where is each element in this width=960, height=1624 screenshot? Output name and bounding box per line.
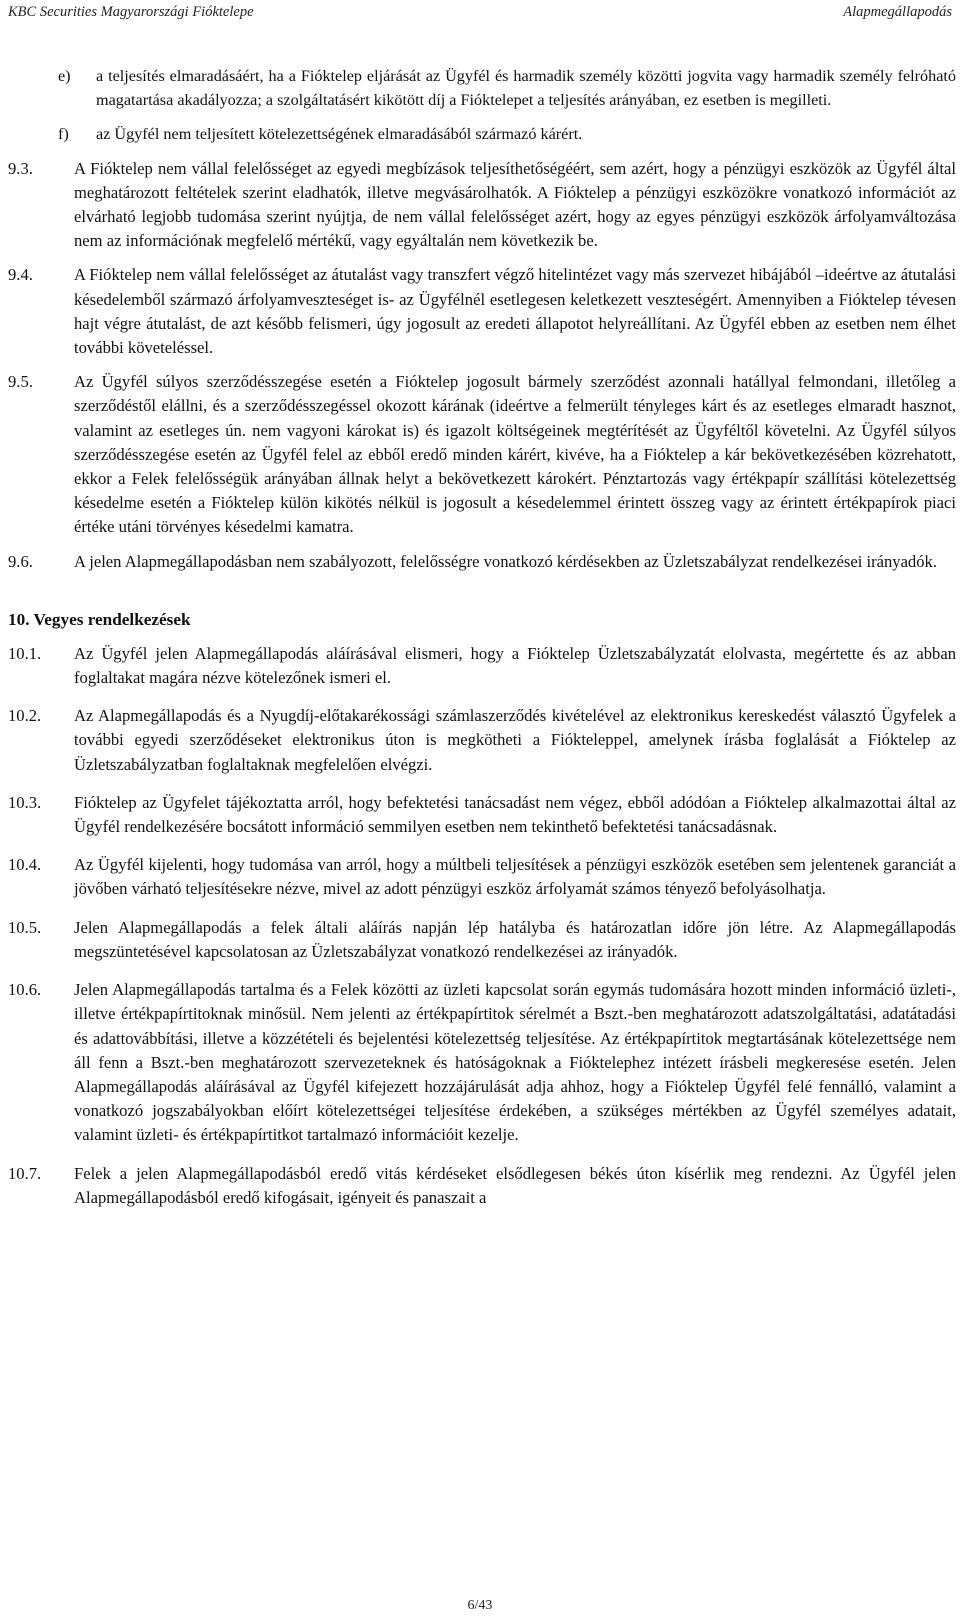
clause-number: 9.6. [8, 551, 33, 571]
clause-10-7 [8, 1162, 956, 1210]
clause-number: e) [58, 67, 71, 85]
header-document-title: Alapmegállapodás [843, 4, 952, 20]
clause-10-6 [8, 978, 956, 1147]
clause-number: 10.6. [8, 980, 42, 1000]
clause-number: 9.4. [8, 265, 33, 285]
clause-9-3 [8, 157, 956, 254]
clause-text: A jelen Alapmegállapodásban nem szabályozott, felelősségre vonatkozó kérdésekben az Üzletszabályzat rendelkezései irányadók. [74, 551, 937, 571]
clause-10-5 [8, 916, 956, 964]
clause-9-6 [8, 550, 956, 574]
clause-number: 10.4. [8, 855, 42, 875]
clause-text: Az Ügyfél súlyos szerződésszegése esetén a Fióktelep jogosult bármely szerződést azonnali hatállyal felmondani, illetőleg a szerződéstől elállni, és a szerződésszegéssel okozott kárának (ideértve a felmerült tényleges kárt és az esetleges elmaradt hasznot, valamint az esetleges ún. nem vagyoni károkat is) és igazolt költségeinek megtérítését az Ügyféltől követelni. Az Ügyfél súlyos szerződésszegése esetén az Ügyfél felel az ebből eredő minden kárért, kivéve, ha a Fióktelep a kár bekövetkezésében közrehatott, ekkor a Felek felelősségük arányában állnak helyt a bekövetkezett károkért. Pénztartozás vagy értékpapír szállítási kötelezettség késedelme esetén a Fióktelep külön kikötés nélkül is jogosult a késedelemmel érintett összeg vagy az érintett értékpapírok piaci értéke utáni törvényes késedelmi kamatra. [74, 372, 956, 537]
clause-10-2 [8, 704, 956, 777]
clause-text: Az Ügyfél jelen Alapmegállapodás aláírásával elismeri, hogy a Fióktelep Üzletszabályzatát elolvasta, megértette és az abban foglaltakat magára nézve kötelezőnek ismeri el. [74, 643, 956, 688]
clause-number: f) [58, 125, 69, 144]
clause-text: Jelen Alapmegállapodás a felek általi aláírás napján lép hatályba és határozatlan időre jön létre. Az Alapmegállapodás megszüntetésével kapcsolatosan az Üzletszabályzat vonatkozó rendelkezései az irányadók. [74, 917, 956, 961]
clause-9-4 [8, 263, 956, 360]
clause-10-1 [8, 642, 956, 690]
clause-number: 10.3. [8, 792, 42, 812]
clause-number: 10.5. [8, 917, 42, 937]
clause-text: Felek a jelen Alapmegállapodásból eredő vitás kérdéseket elsődlegesen békés úton kísérlik meg rendezni. Az Ügyfél jelen Alapmegállapodásból eredő kifogásait, igényeit és panaszait a [74, 1163, 956, 1207]
clause-number: 9.5. [8, 372, 33, 392]
clause-9-5 [8, 370, 956, 539]
section-heading: 10. Vegyes rendelkezések [8, 609, 191, 629]
clause-number: 10.1. [8, 643, 42, 663]
clause-10-4 [8, 853, 956, 901]
clause-text: Az Ügyfél kijelenti, hogy tudomása van arról, hogy a múltbeli teljesítések a pénzügyi eszközök esetében sem jelentenek garanciát a jövőben várható teljesítésekre nézve, mivel az adott pénzügyi eszköz árfolyamát számos tényező befolyásolhatja. [74, 855, 956, 899]
clause-text: A Fióktelep nem vállal felelősséget az átutalást vagy transzfert végző hitelintézet vagy más szervezet hibájából –ideértve az átutalási késedelemből származó árfolyamveszteséget is- az Ügyfélnél esetlegesen keletkezett veszteségért. Amennyiben a Fióktelep tévesen hajt végre átutalást, de azt később felismeri, úgy jogosult az eredeti állapotot helyreállítani. Az Ügyfél ebben az esetben nem élhet további követeléssel. [74, 265, 956, 358]
clause-number: 10.7. [8, 1163, 42, 1183]
clause-e [8, 64, 956, 112]
clause-text: az Ügyfél nem teljesített kötelezettségének elmaradásából származó kárért. [96, 125, 583, 144]
clause-10-3 [8, 791, 956, 839]
clause-text: A Fióktelep nem vállal felelősséget az egyedi megbízások teljesíthetőségéért, sem azért, hogy a pénzügyi eszközök az Ügyfél által meghatározott feltételek szerint eladhatók, illetve megvásárolhatók. A Fióktelep a pénzügyi eszközökre vonatkozó információt az elvárható legjobb tudomása szerint nyújtja, de nem vállal felelősséget azért, hogy az egyes pénzügyi eszközök árfolyamváltozása nem az információnak megfelelő mértékű, vagy egyáltalán nem következik be. [74, 158, 956, 251]
page-number: 6/43 [467, 1598, 493, 1613]
clause-text: Az Alapmegállapodás és a Nyugdíj-előtakarékossági számlaszerződés kivételével az elektronikus kereskedést választó Ügyfelek a további egyedi szerződéseket elektronikus úton is megkötheti a Fiókteleppel, amelynek írásba foglalását a Fióktelep az Üzletszabályzatban foglaltaknak megfelelően elvégzi. [74, 706, 956, 774]
clause-number: 10.2. [8, 706, 42, 726]
clause-text: Jelen Alapmegállapodás tartalma és a Felek közötti az üzleti kapcsolat során egymás tudomására hozott minden információ üzleti-, illetve értékpapírtitoknak minősül. Nem jelenti az értékpapírtitok sérelmét a Bszt.-ben meghatározott adatszolgáltatási, adatátadási és adattovábbítási, illetve a közzétételi és bejelentési kötelezettség teljesítése. Az értékpapírtitok megtartásának kötelezettsége nem áll fenn a Bszt.-ben meghatározott szervezeteknek és hatóságoknak a Fióktelephez intézett írásbeli megkeresése esetén. Jelen Alapmegállapodás aláírásával az Ügyfél kifejezett hozzájárulását adja ahhoz, hogy a Fióktelep Ügyfél felé fennálló, valamint a vonatkozó jogszabályokban előírt kötelezettségei teljesítése érdekében, a szükséges mértékben az Ügyfél személyes adatait, valamint üzleti- és értékpapírtitkot tartalmazó információit kezelje. [74, 980, 956, 1145]
clause-text: Fióktelep az Ügyfelet tájékoztatta arról, hogy befektetési tanácsadást nem végez, ebből adódóan a Fióktelep alkalmazottai által az Ügyfél rendelkezésére bocsátott információ semmilyen esetben nem tekinthető befektetési tanácsadásnak. [74, 792, 956, 837]
header-company: KBC Securities Magyarországi Fióktelepe [8, 4, 254, 20]
clause-f [8, 122, 956, 146]
clause-number: 9.3. [8, 158, 33, 178]
document-body [8, 64, 956, 1210]
clause-text: a teljesítés elmaradásáért, ha a Fióktelep eljárását az Ügyfél és harmadik személy közötti jogvita vagy harmadik személy felróható magatartása akadályozza; a szolgáltatásért kikötött díj a Fióktelepet a teljesítés arányában, ez esetben is megilleti. [96, 67, 956, 110]
